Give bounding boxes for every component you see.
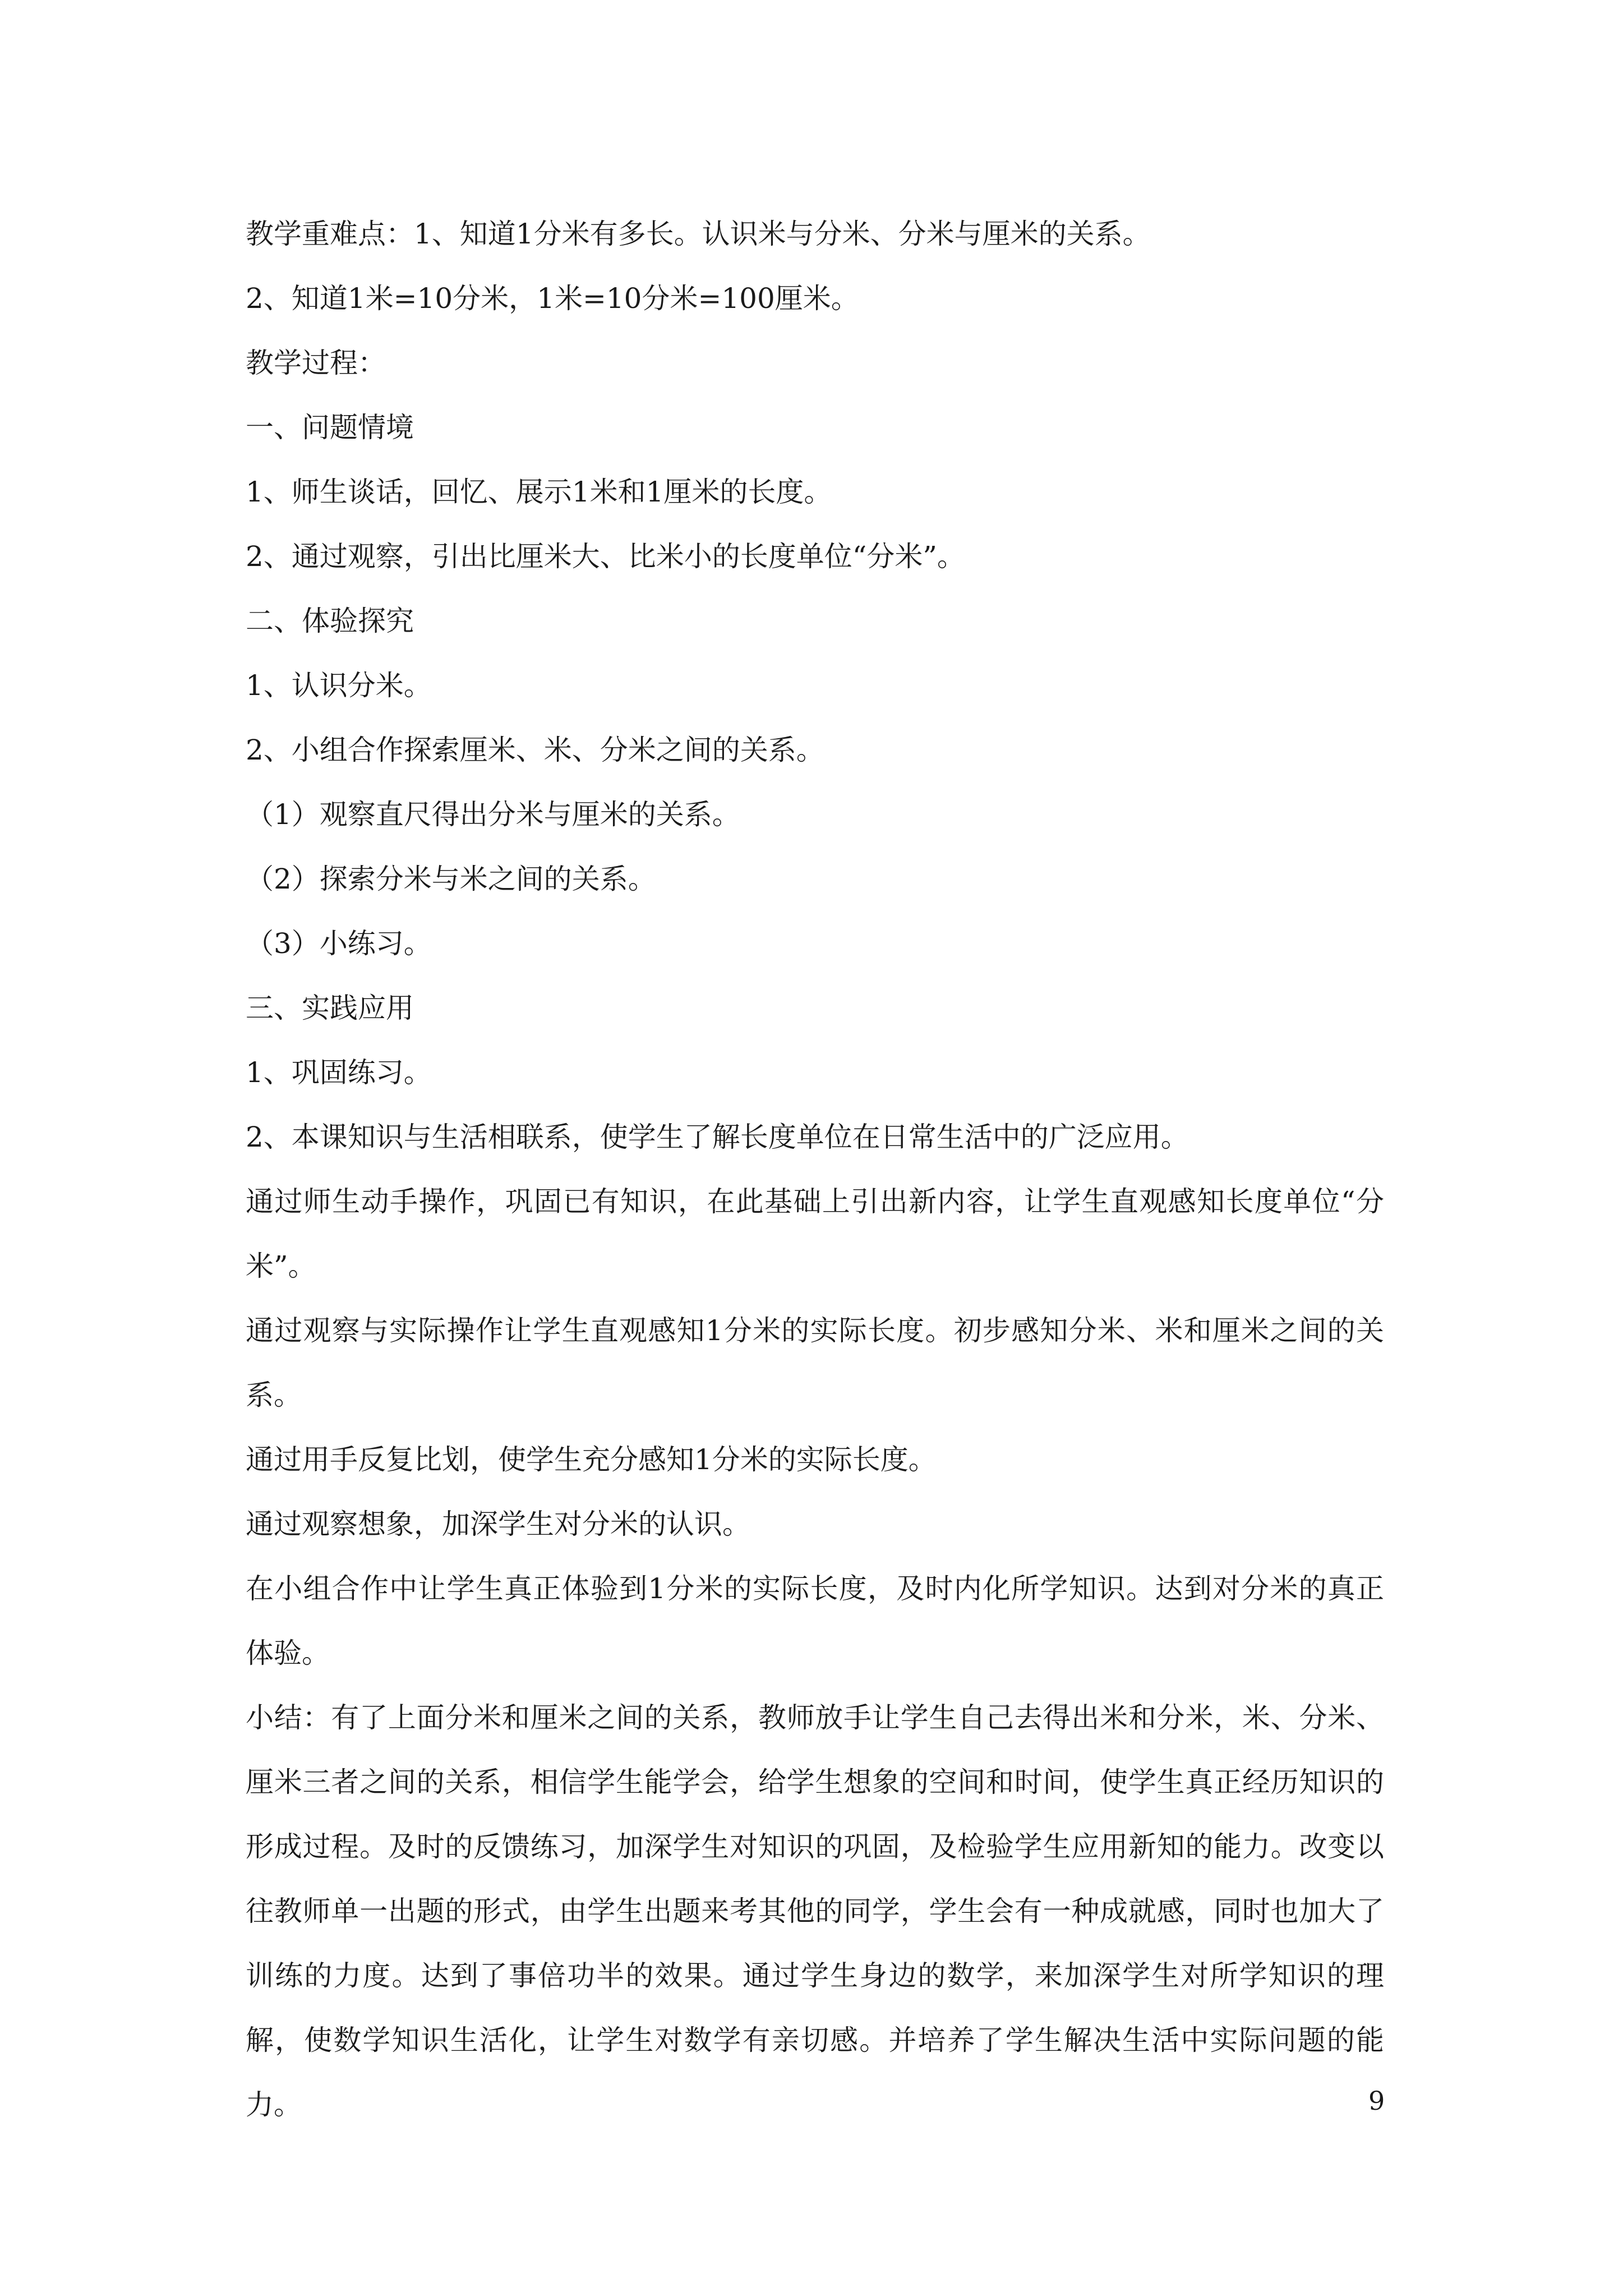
list-item: 2、小组合作探索厘米、米、分米之间的关系。 [246, 734, 824, 766]
teaching-difficulty-line-1: 教学重难点：1、知道1分米有多长。认识米与分米、分米与厘米的关系。 [246, 218, 1151, 250]
design-note-paragraph: 通过观察想象，加深学生对分米的认识。 [246, 1508, 750, 1540]
list-item: 2、本课知识与生活相联系，使学生了解长度单位在日常生活中的广泛应用。 [246, 1121, 1189, 1153]
list-item: 2、通过观察，引出比厘米大、比米小的长度单位“分米”。 [246, 540, 965, 573]
summary-paragraph: 小结：有了上面分米和厘米之间的关系，教师放手让学生自己去得出米和分米，米、分米、厘米三者之间的关系，相信学生能学会，给学生想象的空间和时间，使学生真正经历知识的形成过程。及时的反馈练习，加深学生对知识的巩固，及检验学生应用新知的能力。改变以往教师单一出题的形式，由学生出题来考其他的同学，学生会有一种成就感，同时也加大了训练的力度。达到了事倍功半的效果。通过学生身边的数学，来加深学生对所学知识的理解，使数学知识生活化，让学生对数学有亲切感。并培养了学生解决生活中实际问题的能力。 [246, 1701, 1384, 2121]
sub-list-item: （2）探索分米与米之间的关系。 [246, 863, 656, 895]
sub-list-item: （1）观察直尺得出分米与厘米的关系。 [246, 798, 740, 831]
teaching-process-heading: 教学过程： [246, 347, 386, 379]
section-heading-problem-situation: 一、问题情境 [246, 411, 414, 444]
document-body [246, 202, 1384, 2137]
design-note-paragraph: 通过用手反复比划，使学生充分感知1分米的实际长度。 [246, 1443, 937, 1476]
design-note-paragraph: 通过师生动手操作，巩固已有知识，在此基础上引出新内容，让学生直观感知长度单位“分米”。 [246, 1185, 1384, 1282]
list-item: 1、巩固练习。 [246, 1056, 432, 1089]
design-note-paragraph: 在小组合作中让学生真正体验到1分米的实际长度，及时内化所学知识。达到对分米的真正体验。 [246, 1572, 1384, 1669]
page-number: 9 [1368, 2086, 1385, 2116]
sub-list-item: （3）小练习。 [246, 927, 432, 960]
list-item: 1、师生谈话，回忆、展示1米和1厘米的长度。 [246, 476, 832, 508]
design-note-paragraph: 通过观察与实际操作让学生直观感知1分米的实际长度。初步感知分米、米和厘米之间的关系。 [246, 1314, 1384, 1411]
section-heading-experience-inquiry: 二、体验探究 [246, 605, 414, 637]
teaching-difficulty-line-2: 2、知道1米=10分米，1米=10分米=100厘米。 [246, 282, 859, 315]
section-heading-practice-application: 三、实践应用 [246, 992, 414, 1024]
list-item: 1、认识分米。 [246, 669, 432, 702]
